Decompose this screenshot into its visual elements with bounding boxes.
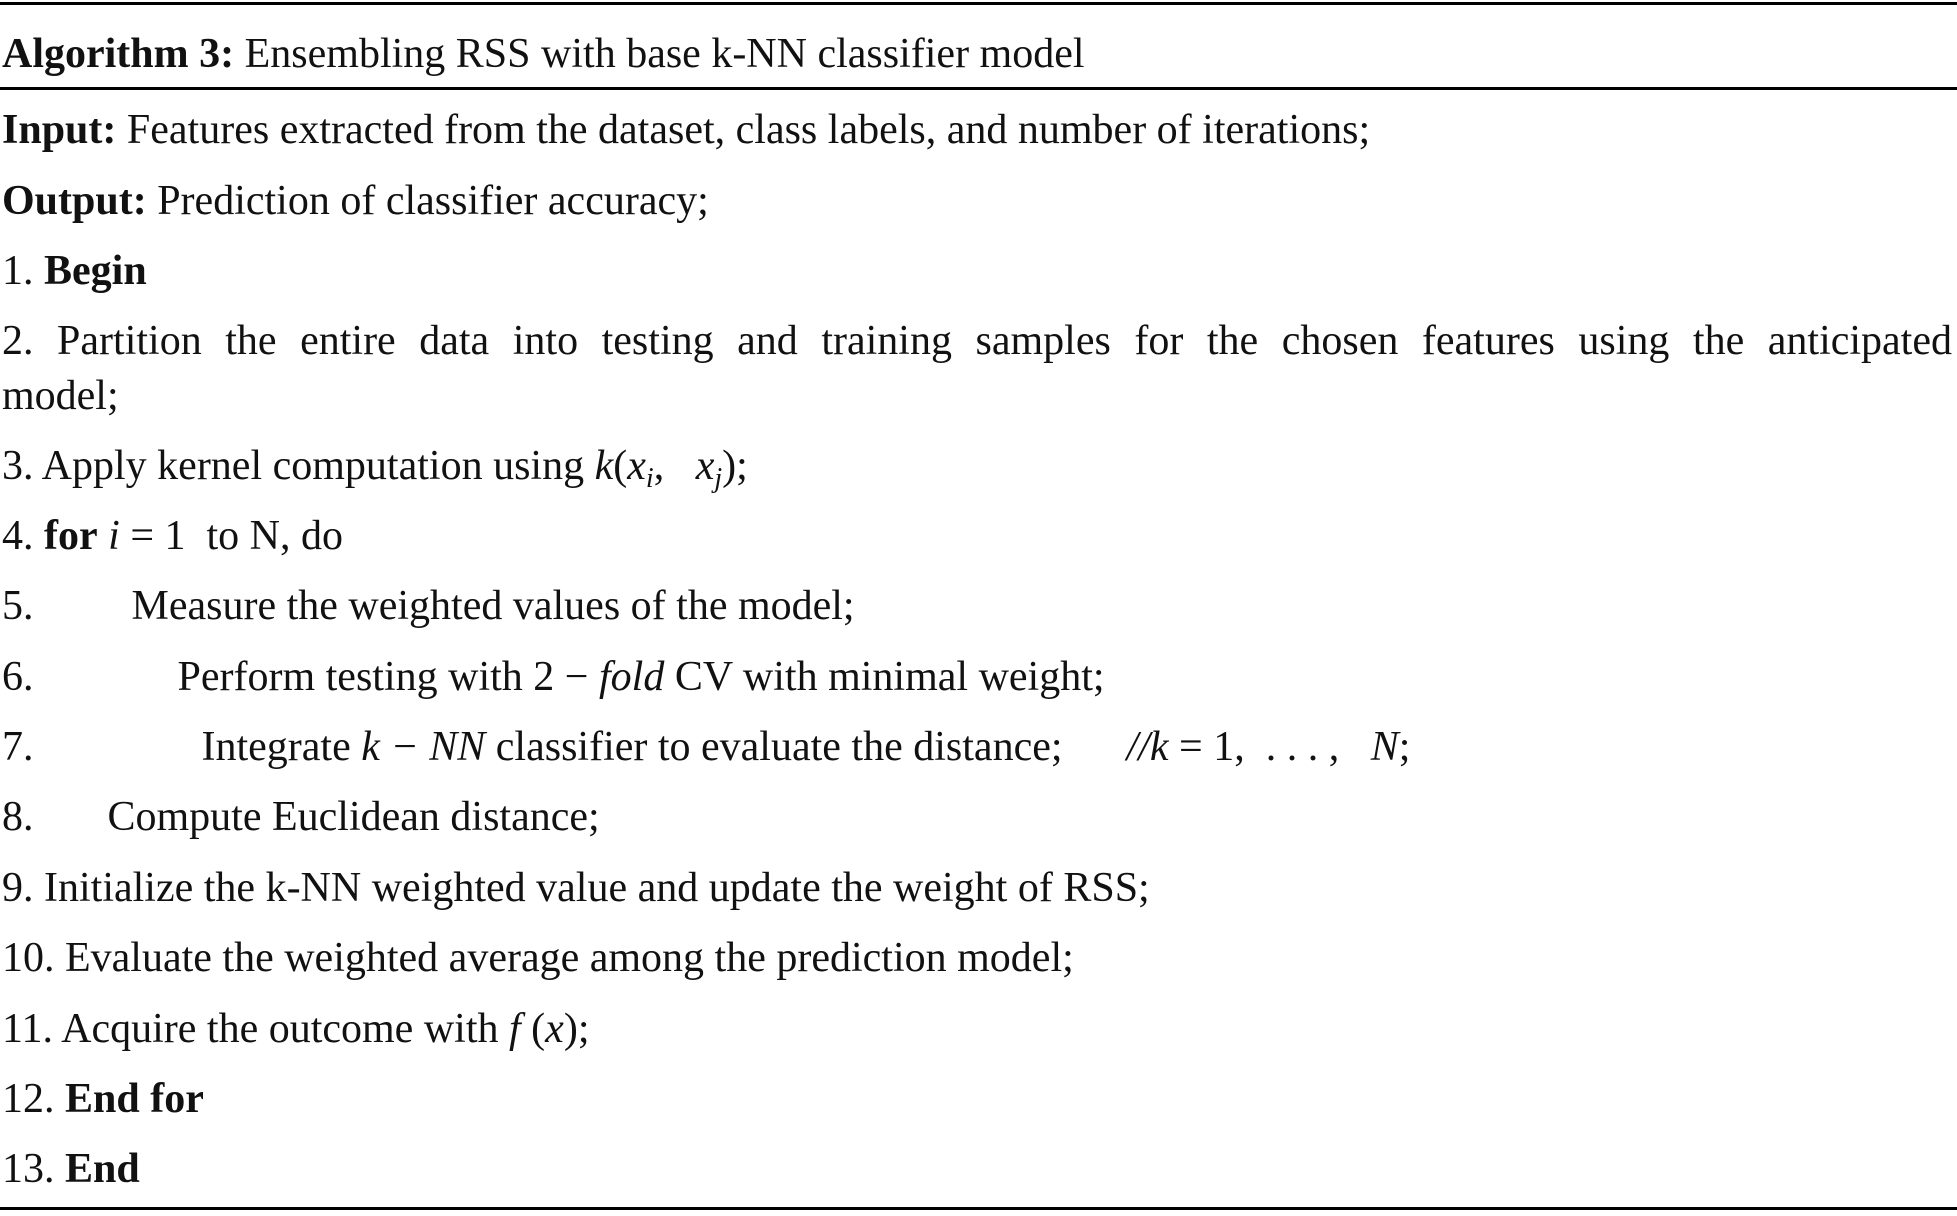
kernel-close: ); <box>722 443 748 489</box>
input-label: Input: <box>2 107 117 153</box>
step-8-text: Compute Euclidean distance; <box>107 794 600 840</box>
kernel-k: k <box>594 443 614 489</box>
step-4 <box>2 510 343 562</box>
step-8 <box>2 791 600 843</box>
step-4-number: 4. <box>2 513 34 559</box>
step-7 <box>2 721 1410 773</box>
step-6-before: Perform testing with 2 − <box>177 654 599 700</box>
output-label: Output: <box>2 178 147 224</box>
algorithm-title <box>2 28 1085 80</box>
step-6-number: 6. <box>2 654 34 700</box>
header-rule <box>0 87 1957 90</box>
step-3-prefix: 3. Apply kernel computation using <box>2 443 595 489</box>
step-12-number: 12. <box>2 1076 55 1122</box>
step-9: 9. Initialize the k-NN weighted value and update the weight of RSS; <box>2 865 1150 911</box>
step-2-line-1: 2. Partition the entire data into testing and training samples for the chosen features using the anticipated <box>2 318 1952 364</box>
step-7-comment-prefix: // <box>1126 724 1150 770</box>
function-f: f <box>509 1006 521 1052</box>
step-12 <box>2 1073 204 1125</box>
bottom-rule <box>0 1207 1957 1210</box>
step-5-number: 5. <box>2 583 34 629</box>
step-3 <box>2 440 748 492</box>
step-5-text: Measure the weighted values of the model; <box>131 583 855 629</box>
step-13-number: 13. <box>2 1146 55 1192</box>
step-6-after: CV with minimal weight; <box>664 654 1105 700</box>
input-text: Features extracted from the dataset, class labels, and number of iterations; <box>126 107 1371 153</box>
step-2-line-2: model; <box>2 373 119 419</box>
function-close: ); <box>563 1006 590 1052</box>
input-line <box>2 104 1370 156</box>
step-4-keyword: for <box>44 513 98 559</box>
output-line <box>2 175 709 227</box>
step-7-comment-n: N <box>1370 724 1399 770</box>
function-x: x <box>545 1006 564 1052</box>
kernel-sub-j: j <box>714 463 723 494</box>
step-11-prefix: 11. Acquire the outcome with <box>2 1006 509 1052</box>
step-7-italic: k − NN <box>361 724 486 770</box>
kernel-open-paren: ( <box>613 443 628 489</box>
function-open: ( <box>520 1006 546 1052</box>
step-1-number: 1. <box>2 248 34 294</box>
kernel-comma: , <box>653 443 696 489</box>
step-7-comment-k: k <box>1149 724 1169 770</box>
step-7-comment-mid: = 1, . . . , <box>1168 724 1371 770</box>
kernel-x1: x <box>627 443 646 489</box>
step-12-keyword: End for <box>65 1076 204 1122</box>
step-11 <box>2 1003 589 1055</box>
step-6 <box>2 651 1105 703</box>
step-7-after: classifier to evaluate the distance; <box>485 724 1063 770</box>
step-13-keyword: End <box>65 1146 140 1192</box>
step-7-before: Integrate <box>201 724 362 770</box>
algorithm-title-text: Ensembling RSS with base k-NN classifier model <box>244 31 1085 77</box>
step-1-keyword: Begin <box>44 248 147 294</box>
step-7-number: 7. <box>2 724 34 770</box>
output-text: Prediction of classifier accuracy; <box>157 178 709 224</box>
step-6-italic: fold <box>598 654 665 700</box>
algorithm-label: Algorithm 3: <box>2 31 235 77</box>
step-8-number: 8. <box>2 794 34 840</box>
top-rule <box>0 2 1957 5</box>
loop-variable: i <box>108 513 120 559</box>
step-7-comment-end: ; <box>1398 724 1411 770</box>
step-4-rest: = 1 to N, do <box>119 513 343 559</box>
step-13 <box>2 1143 140 1195</box>
kernel-sub-i: i <box>645 463 654 494</box>
step-1 <box>2 245 147 297</box>
kernel-x2: x <box>695 443 715 489</box>
step-5 <box>2 580 855 632</box>
step-10: 10. Evaluate the weighted average among the prediction model; <box>2 935 1074 981</box>
